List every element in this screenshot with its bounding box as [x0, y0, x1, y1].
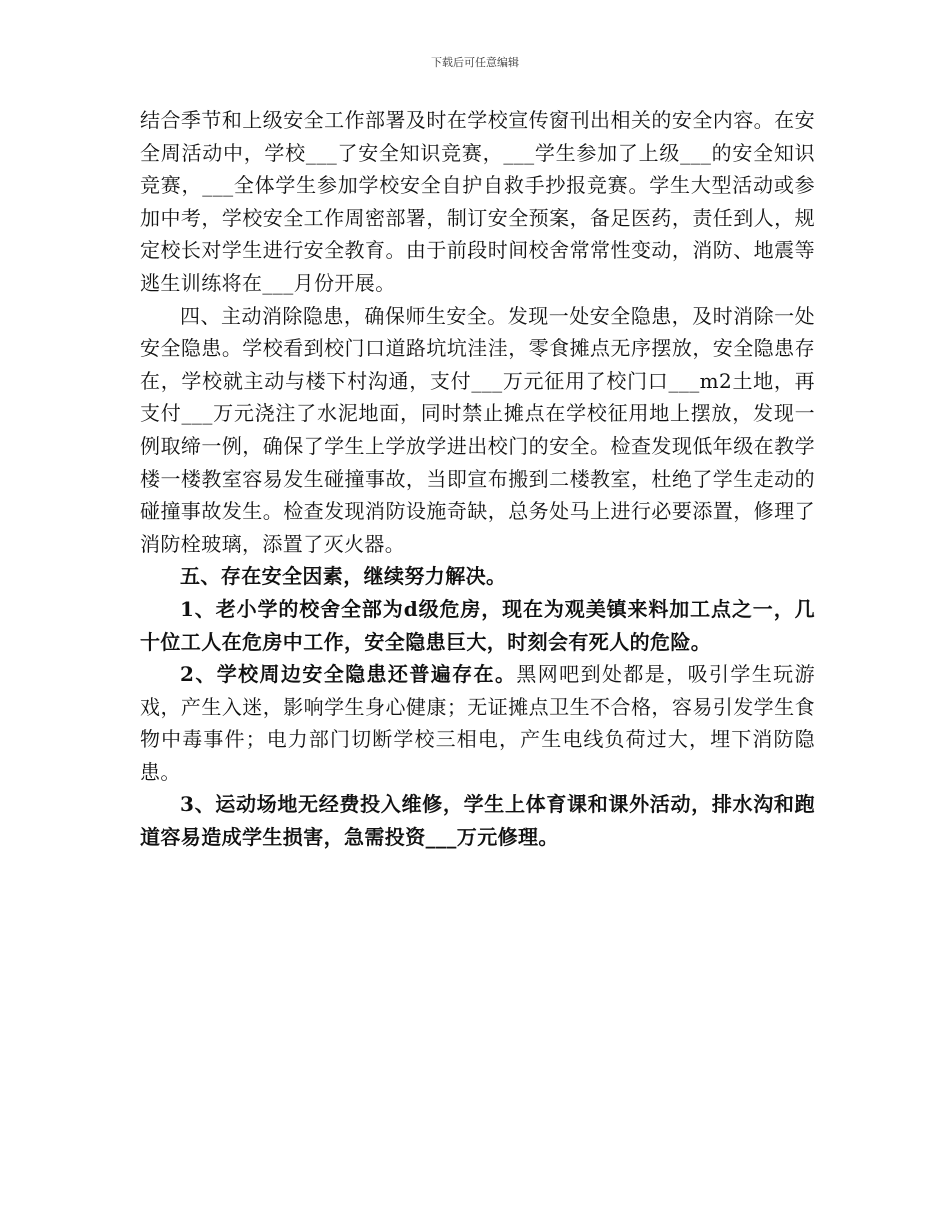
page-header: 下载后可任意编辑 [431, 56, 519, 69]
paragraph-item-2-body: 黑网吧到处都是，吸引学生玩游戏，产生入迷，影响学生身心健康；无证摊点卫生不合格，容易引发学生食物中毒事件；电力部门切断学校三相电，产生电线负荷过大，埋下消防隐患。 [140, 662, 815, 784]
paragraph-safety-activities: 结合季节和上级安全工作部署及时在学校宣传窗刊出相关的安全内容。在安全周活动中，学校___了安全知识竞赛，___学生参加了上级___的安全知识竞赛，___全体学生参加学校安全自护自救手抄报竞赛。学生大型活动或参加中考，学校安全工作周密部署，制订安全预案，备足医药，责任到人，规定校长对学生进行安全教育。由于前段时间校舍常常性变动，消防、地震等逃生训练将在___月份开展。 [140, 108, 815, 295]
paragraph-item-3: 3、运动场地无经费投入维修，学生上体育课和课外活动，排水沟和跑道容易造成学生损害，急需投资___万元修理。 [140, 792, 815, 850]
paragraph-item-2 [140, 658, 815, 788]
paragraph-item-2-lead: 2、学校周边安全隐患还普遍存在。 [180, 662, 517, 687]
paragraph-eliminate-hazards: 四、主动消除隐患，确保师生安全。发现一处安全隐患，及时消除一处安全隐患。学校看到校门口道路坑坑洼洼，零食摊点无序摆放，安全隐患存在，学校就主动与楼下村沟通，支付___万元征用了校门口___m2土地，再支付___万元浇注了水泥地面，同时禁止摊点在学校征用地上摆放，发现一例取缔一例，确保了学生上学放学进出校门的安全。检查发现低年级在教学楼一楼教室容易发生碰撞事故，当即宣布搬到二楼教室，杜绝了学生走动的碰撞事故发生。检查发现消防设施奇缺，总务处马上进行必要添置，修理了消防栓玻璃，添置了灭火器。 [140, 303, 815, 556]
paragraph-item-1: 1、老小学的校舍全部为d级危房，现在为观美镇来料加工点之一，几十位工人在危房中工作，安全隐患巨大，时刻会有死人的危险。 [140, 596, 815, 654]
document-body [140, 104, 815, 854]
section-heading-remaining-factors: 五、存在安全因素，继续努力解决。 [180, 564, 507, 589]
